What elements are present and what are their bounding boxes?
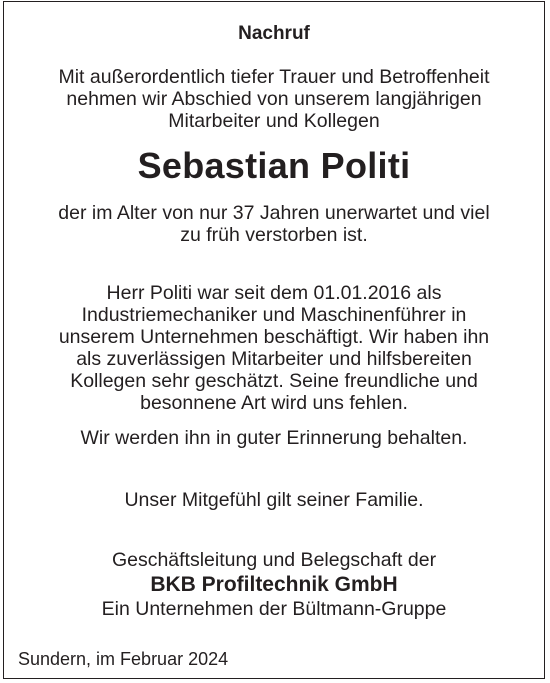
age-line: der im Alter von nur 37 Jahren unerwartet und viel	[58, 202, 490, 224]
management-line: Geschäftsleitung und Belegschaft der	[111, 549, 437, 571]
intro-text	[3, 66, 545, 132]
intro-line: Mitarbeiter und Kollegen	[168, 110, 380, 132]
bio-line: Kollegen sehr geschätzt. Seine freundliche und	[70, 370, 478, 392]
age-text	[3, 202, 545, 246]
bio-line: unserem Unternehmen beschäftigt. Wir haben ihn	[58, 326, 490, 348]
group-line: Ein Unternehmen der Bültmann-Gruppe	[101, 598, 447, 620]
memory-line: Wir werden ihn in guter Erinnerung behalten.	[80, 427, 468, 449]
bio-line: besonnene Art wird uns fehlen.	[140, 392, 408, 414]
intro-line: nehmen wir Abschied von unserem langjährigen	[66, 88, 482, 110]
bio-line: Industriemechaniker und Maschinenführer in	[81, 304, 467, 326]
intro-line: Mit außerordentlich tiefer Trauer und Betroffenheit	[58, 66, 490, 88]
place-date: Sundern, im Februar 2024	[18, 649, 229, 669]
age-line: zu früh verstorben ist.	[180, 224, 368, 246]
sympathy-line: Unser Mitgefühl gilt seiner Familie.	[124, 489, 424, 511]
biography-text	[3, 282, 545, 414]
bio-line: Herr Politi war seit dem 01.01.2016 als	[106, 282, 442, 304]
bio-line: als zuverlässigen Mitarbeiter und hilfsbereiten	[76, 348, 472, 370]
deceased-name: Sebastian Politi	[137, 145, 411, 186]
notice-heading: Nachruf	[238, 23, 310, 44]
company-name: BKB Profiltechnik GmbH	[150, 573, 398, 596]
